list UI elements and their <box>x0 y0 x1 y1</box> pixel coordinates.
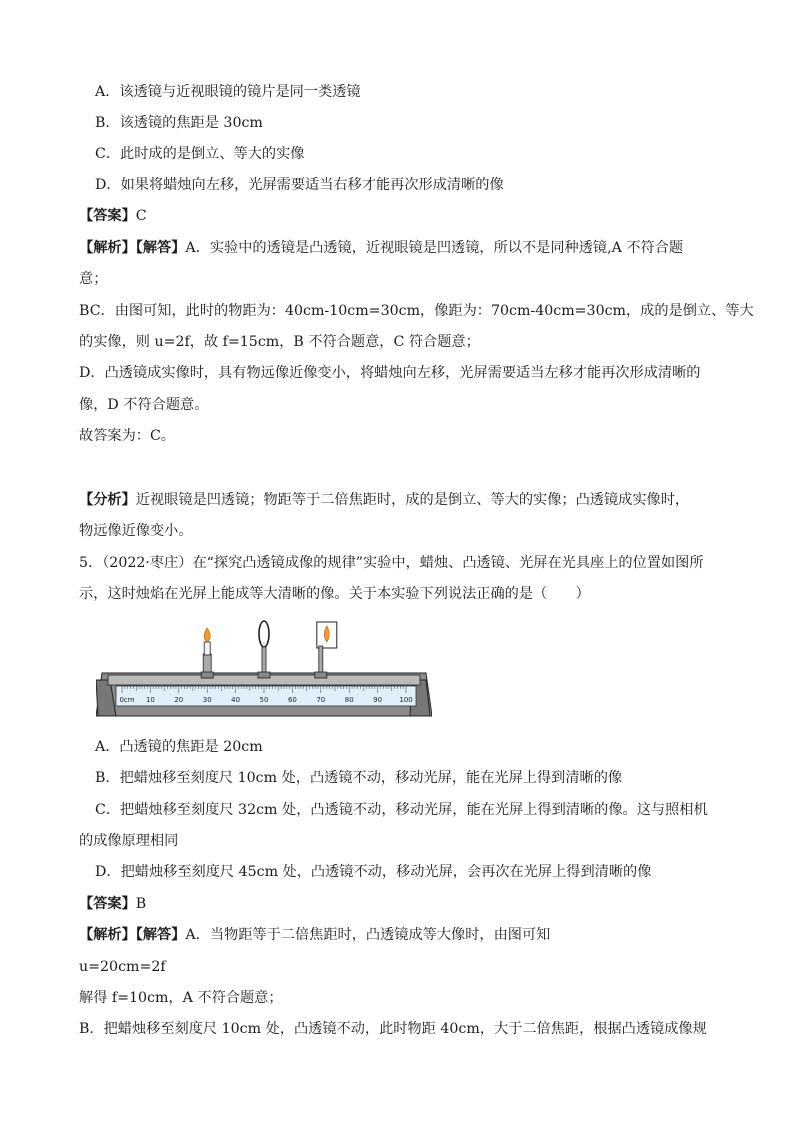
q5-option-b: B．把蜡烛移至刻度尺 10cm 处，凸透镜不动，移动光屏，能在光屏上得到清晰的像 <box>95 770 623 786</box>
analysis-label: 【解析】【解答】 <box>79 927 186 943</box>
lens-assembly <box>258 621 270 678</box>
q5-option-a: A．凸透镜的焦距是 20cm <box>95 739 263 755</box>
answer-value: B <box>135 896 147 912</box>
fenxi-text: 近视眼镜是凹透镜；物距等于二倍焦距时，成的是倒立、等大的实像；凸透镜成实像时， <box>135 492 690 508</box>
q5-stem-line-2: 示，这时烛焰在光屏上能成等大清晰的像。关于本实验下列说法正确的是（ ） <box>79 586 590 602</box>
analysis-text: A．实验中的透镜是凸透镜，近视眼镜是凹透镜，所以不是同种透镜,A 不符合题 <box>185 240 684 256</box>
screen-holder-base <box>315 672 327 678</box>
ruler-label: 40 <box>231 696 241 704</box>
analysis-label: 【解析】【解答】 <box>79 240 186 256</box>
q5-analysis-line-b: B．把蜡烛移至刻度尺 10cm 处，凸透镜不动，此时物距 40cm，大于二倍焦距，根据凸透镜成像规 <box>79 1021 707 1037</box>
ruler-label: 90 <box>373 696 383 704</box>
lens-holder-base <box>258 672 270 678</box>
optical-bench-figure <box>96 618 432 722</box>
ruler-label: 100 <box>399 696 413 704</box>
ruler-label: 80 <box>344 696 354 704</box>
q5-option-c-line-2: 的成像原理相同 <box>79 833 179 849</box>
ruler-label: 0cm <box>119 696 135 704</box>
ruler-label: 30 <box>202 696 212 704</box>
q4-analysis-line-3b: 像，D 不符合题意。 <box>79 397 209 413</box>
q4-fenxi-line-1 <box>79 490 689 510</box>
answer-value: C <box>135 208 147 224</box>
fenxi-label: 【分析】 <box>79 492 136 508</box>
q4-option-b: B．该透镜的焦距是 30cm <box>95 115 263 131</box>
convex-lens <box>259 621 269 647</box>
q5-analysis-line-1 <box>79 925 550 945</box>
ruler-label: 70 <box>316 696 326 704</box>
q4-answer <box>79 206 147 226</box>
q4-analysis-line-1b: 意； <box>79 271 108 287</box>
q5-answer <box>79 894 146 914</box>
screen-assembly <box>315 622 337 678</box>
ruler-label: 60 <box>287 696 297 704</box>
candle-assembly <box>201 628 213 678</box>
candle-body <box>204 642 210 655</box>
lens-holder-post <box>262 647 266 674</box>
q5-option-c-line-1: C．把蜡烛移至刻度尺 32cm 处，凸透镜不动，移动光屏，能在光屏上得到清晰的像。这与照相机 <box>95 802 708 818</box>
q5-equation-1: u=20cm=2f <box>79 959 166 975</box>
q4-option-d: D．如果将蜡烛向左移，光屏需要适当右移才能再次形成清晰的像 <box>95 177 504 193</box>
q4-analysis-line-3: D．凸透镜成实像时，具有物远像近像变小，将蜡烛向左移，光屏需要适当左移才能再次形成清晰的 <box>79 365 701 381</box>
candle-flame <box>204 628 210 642</box>
analysis-text: A．当物距等于二倍焦距时，凸透镜成等大像时，由图可知 <box>185 927 551 943</box>
q4-analysis-line-1 <box>79 238 683 258</box>
q4-option-c: C．此时成的是倒立、等大的实像 <box>95 146 305 162</box>
answer-label: 【答案】 <box>79 896 136 912</box>
ruler-label: 20 <box>174 696 184 704</box>
answer-label: 【答案】 <box>79 208 136 224</box>
q5-stem-line-1: 5．（2022·枣庄）在“探究凸透镜成像的规律”实验中，蜡烛、凸透镜、光屏在光具座上的位置如图所 <box>79 555 704 571</box>
q4-analysis-line-2b: 的实像，则 u=2f，故 f=15cm，B 不符合题意，C 符合题意； <box>79 334 480 350</box>
q5-option-d: D．把蜡烛移至刻度尺 45cm 处，凸透镜不动，移动光屏，会再次在光屏上得到清晰的像 <box>95 864 652 880</box>
screen-holder-post <box>319 646 323 674</box>
ruler-label: 10 <box>145 696 155 704</box>
q4-option-a: A．该透镜与近视眼镜的镜片是同一类透镜 <box>95 84 361 100</box>
ruler-label: 50 <box>259 696 269 704</box>
q4-conclusion: 故答案为：C。 <box>79 428 175 444</box>
candle-holder-base <box>201 672 213 678</box>
q5-equation-2: 解得 f=10cm，A 不符合题意； <box>79 990 283 1006</box>
q4-fenxi-line-2: 物远像近像变小。 <box>79 523 193 539</box>
q4-analysis-line-2: BC．由图可知，此时的物距为：40cm-10cm=30cm，像距为：70cm-40cm=30cm，成的是倒立、等大 <box>79 303 754 319</box>
